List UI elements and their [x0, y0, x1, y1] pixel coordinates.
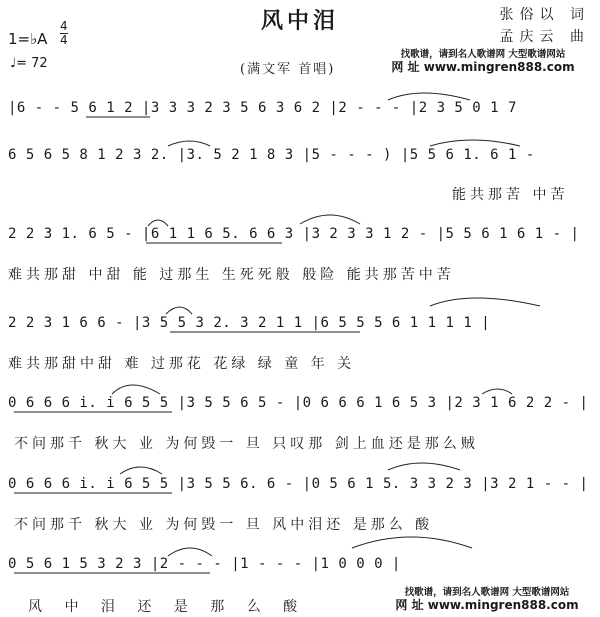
lyrics-row-6: 不问那千 秋大 业 为何毁一 旦 风中泪还 是那么 酸 [14, 517, 434, 533]
slur-row3b [148, 220, 168, 226]
lyrics-row-5: 不问那千 秋大 业 为何毁一 旦 只叹那 剑上血还是那么贼 [14, 436, 479, 452]
slur-row3a [300, 215, 360, 224]
slur-row7b [352, 537, 472, 548]
watermark-bottom-line1: 找歌谱，请到名人歌谱网 大型歌谱网站 [404, 587, 570, 598]
slur-row5a [112, 385, 160, 394]
slur-row4a [166, 307, 192, 314]
lyrics-row-4: 难共那甜中甜 难 过那花 花绿 绿 童 年 关 [8, 356, 356, 372]
composer-credit: 孟庆云 曲 [499, 29, 590, 45]
slur-row4b [430, 298, 540, 306]
key-signature: 1=♭A [8, 30, 48, 48]
notation-row-1: |6 - - 5 6 1 2 |3 3 3 2 3 5 6 3 6 2 |2 - - - |2 3 5 0 1 7 [8, 100, 517, 116]
singer-credit: (满文军 首唱) [240, 62, 336, 77]
lyricist-credit: 张俗以 词 [499, 7, 590, 23]
notation-row-5: 0 6 6 6 i. i 6 5 5 |3 5 5 6 5 - |0 6 6 6 1 6 5 3 |2 3 1 6 2 2 - | [8, 395, 589, 411]
time-signature-bottom: 4 [60, 33, 68, 47]
watermark-bottom-line2: 网 址 www.mingren888.com [395, 598, 579, 612]
slur-row6b [388, 463, 460, 470]
watermark-top-line2: 网 址 www.mingren888.com [391, 60, 575, 74]
notation-row-4: 2 2 3 1 6 6 - |3 5 5 3 2. 3 2 1 1 |6 5 5 5 6 1 1 1 1 | [8, 315, 491, 331]
slur-row5b [482, 389, 512, 394]
slur-row6a [120, 467, 162, 474]
song-title: 风中泪 [260, 8, 339, 34]
notation-row-2: 6 5 6 5 8 1 2 3 2. |3. 5 2 1 8 3 |5 - - - ) |5 5 6 1. 6 1 - [8, 147, 535, 163]
lyrics-row-7: 风 中 泪 还 是 那 么 酸 [28, 599, 301, 615]
notation-row-3: 2 2 3 1. 6 5 - |6 1 1 6 5. 6 6 3 |3 2 3 3 1 2 - |5 5 6 1 6 1 - | [8, 226, 580, 242]
lyrics-row-2: 能共那苦 中苦 [452, 187, 569, 203]
lyrics-row-3: 难共那甜 中甜 能 过那生 生死死般 般险 能共那苦中苦 [8, 267, 455, 283]
slur-row7a [168, 548, 212, 556]
tempo-marking: ♩= 72 [10, 56, 48, 71]
slur-row2b [430, 140, 520, 146]
time-signature-top: 4 [60, 19, 68, 33]
slur-row2a [168, 141, 210, 146]
watermark-top-line1: 找歌谱，请到名人歌谱网 大型歌谱网站 [400, 49, 566, 60]
notation-row-7: 0 5 6 1 5 3 2 3 |2 - - - |1 - - - |1 0 0 0 | [8, 556, 401, 572]
notation-row-6: 0 6 6 6 i. i 6 5 5 |3 5 5 6. 6 - |0 5 6 1 5. 3 3 2 3 |3 2 1 - - | [8, 476, 589, 492]
slur-row1 [388, 93, 470, 100]
